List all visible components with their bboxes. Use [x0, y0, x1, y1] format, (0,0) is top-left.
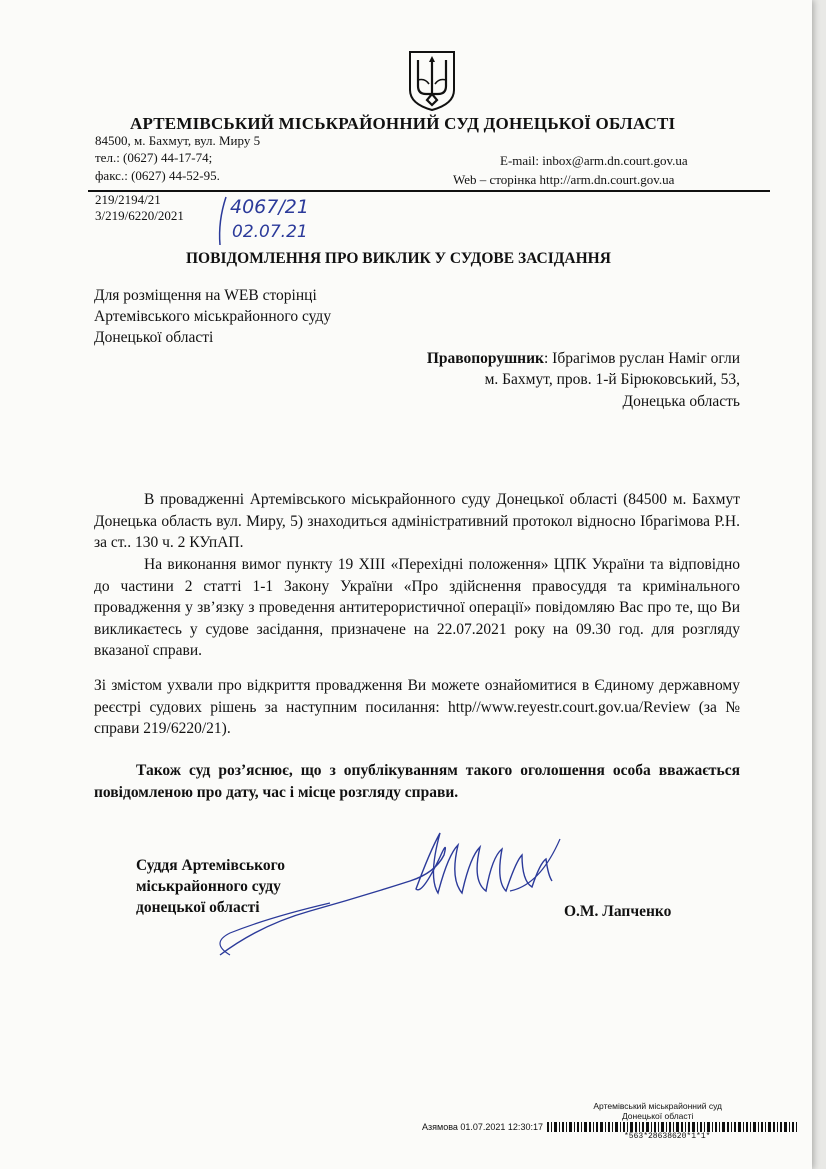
court-address: 84500, м. Бахмут, вул. Миру 5 — [95, 133, 261, 148]
registry-stamp-court-line-2: Донецької області — [621, 1111, 694, 1121]
placement-line-1: Для розміщення на WEB сторінці — [94, 287, 317, 304]
signature-role-3: донецької області — [136, 899, 260, 916]
court-phone: тел.: (0627) 44-17-74; — [95, 150, 213, 165]
handwritten-reg-number: 4067/21 — [230, 196, 309, 218]
registry-stamp-text: Азямова 01.07.2021 12:30:17 — [422, 1122, 543, 1132]
registry-stamp-court-line-1: Артемівський міськрайонний суд — [593, 1101, 722, 1111]
handwritten-reg-date: 02.07.21 — [232, 222, 308, 242]
court-email: E-mail: inbox@arm.dn.court.gov.ua — [500, 153, 688, 168]
body-paragraph-1: В провадженні Артемівського міськрайонного суду Донецької області (84500 м. Бахмут Донецька область вул. Миру, 5) знаходиться адміністративний протокол відносно Ібрагімова Р.Н. за ст.. 130 ч. 2 КУпАП. — [94, 491, 740, 551]
case-number-1: 219/2194/21 — [95, 192, 161, 207]
court-web: Web – сторінка http://arm.dn.court.gov.ua — [453, 172, 675, 187]
body-paragraph-4: Також суд роз’яснює, що з опублікуванням такого оголошення особа вважається повідомленою про дату, час і місце розгляду справи. — [94, 762, 740, 801]
signature-role-1: Суддя Артемівського — [136, 857, 286, 874]
offender-address-2: Донецька область — [622, 393, 740, 410]
header-divider — [88, 190, 770, 192]
body-paragraph-3: Зі змістом ухвали про відкриття провадження Ви можете ознайомитися в Єдиному державному реєстрі судових рішень за наступним посилання: http//www.reyestr.court.gov.ua/Review (за № справи 219/6220/21). — [94, 677, 740, 737]
handwritten-bracket-icon — [214, 195, 230, 247]
court-name: АРТЕМІВСЬКИЙ МІСЬКРАЙОННИЙ СУД ДОНЕЦЬКОЇ ОБЛАСТІ — [130, 114, 676, 133]
notice-title: ПОВІДОМЛЕННЯ ПРО ВИКЛИК У СУДОВЕ ЗАСІДАННЯ — [186, 250, 611, 267]
case-number-2: 3/219/6220/2021 — [95, 208, 184, 223]
judge-name: О.М. Лапченко — [564, 903, 672, 920]
offender-line — [427, 350, 740, 368]
registry-stamp-court — [593, 1101, 722, 1121]
barcode-number: *563*28638620*1*1* — [624, 1132, 711, 1141]
offender-address-1: м. Бахмут, пров. 1-й Бірюковський, 53, — [484, 371, 740, 388]
placement-line-2: Артемівського міськрайонного суду — [94, 308, 332, 325]
body-paragraph-2: На виконання вимог пункту 19 ХІІІ «Перехідні положення» ЦПК України та відповідно до частини 2 статті 1-1 Закону України «Про здійснення правосуддя та кримінального провадження у зв’язку з проведення антитерористичної операції» повідомляю Вас про те, що Ви викликаєтесь у судове засідання, призначене на 22.07.2021 року на 09.30 год. для розгляду вказаної справи. — [94, 556, 740, 659]
signature-role-2: міськрайонного суду — [136, 878, 281, 895]
offender-name: : Ібрагімов руслан Наміг огли — [543, 350, 740, 367]
court-fax: факс.: (0627) 44-52-95. — [95, 168, 220, 183]
offender-label: Правопорушник — [426, 350, 544, 367]
barcode — [547, 1122, 797, 1132]
handwritten-signature — [200, 815, 580, 965]
trident-emblem-icon — [407, 50, 457, 112]
placement-line-3: Донецької області — [94, 329, 214, 346]
